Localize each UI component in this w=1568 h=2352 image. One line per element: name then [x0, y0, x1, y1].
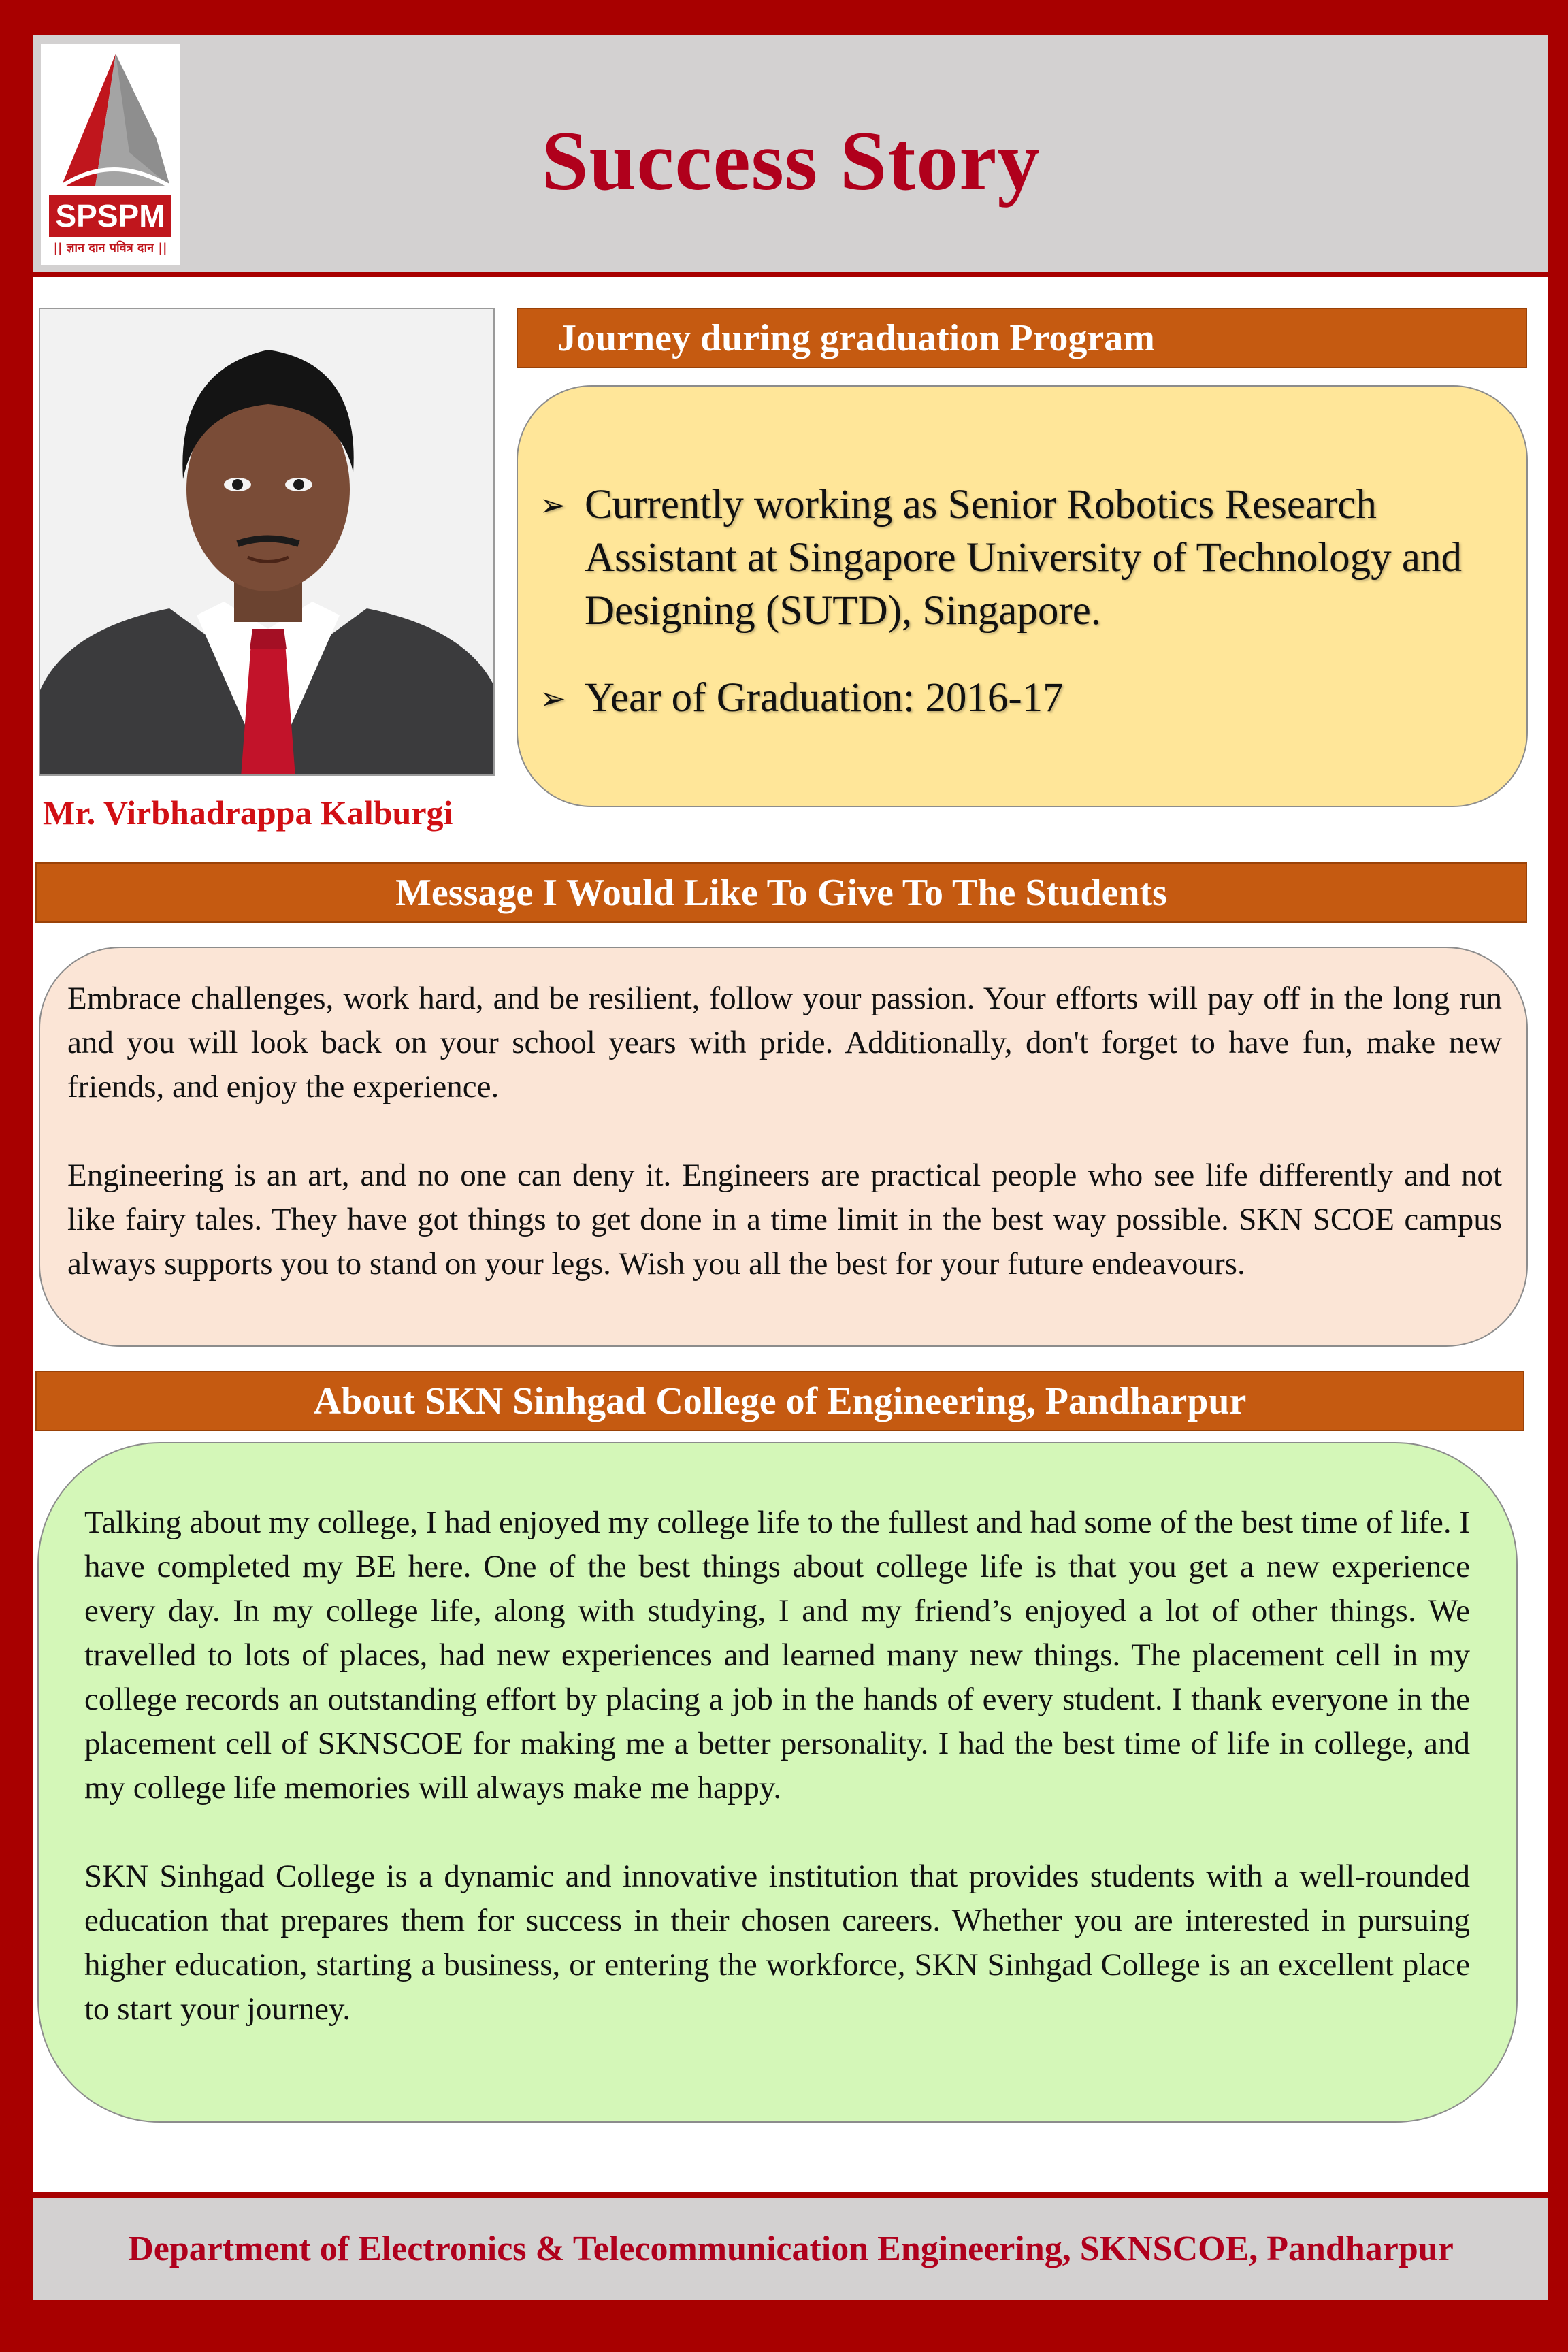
logo-name: SPSPM [49, 195, 172, 237]
list-item [540, 478, 1492, 638]
message-heading: Message I Would Like To Give To The Students [35, 862, 1527, 923]
about-card [37, 1442, 1518, 2123]
header [33, 35, 1548, 277]
journey-item-text: Year of Graduation: 2016-17 [585, 675, 1064, 721]
person-portrait-icon [40, 309, 495, 776]
message-paragraph: Engineering is an art, and no one can deny it. Engineers are practical people who see life differently and not like fairy tales. They have got things to get done in a time limit in the best way possible. SKN SCOE campus always supports you to stand on your legs. Wish you all the best for your future endeavours. [67, 1158, 1502, 1281]
about-heading: About SKN Sinhgad College of Engineering, Pandharpur [35, 1371, 1524, 1431]
about-paragraph: SKN Sinhgad College is a dynamic and innovative institution that provides students with a well-rounded education that prepares them for success in their chosen careers. Whether you are interested in pursuing higher education, starting a business, or entering the workforce, SKN Sinhgad College is an excellent place to start your journey. [84, 1859, 1470, 2027]
arrow-bullet-icon: ➢ [540, 680, 566, 717]
footer: Department of Electronics & Telecommunication Engineering, SKNSCOE, Pandharpur [33, 2192, 1548, 2300]
journey-item-text: Currently working as Senior Robotics Research Assistant at Singapore University of Technology and Designing (SUTD), Singapore. [585, 482, 1462, 634]
poster-body [33, 35, 1548, 2300]
person-name: Mr. Virbhadrappa Kalburgi [43, 794, 453, 832]
arrow-bullet-icon: ➢ [540, 487, 566, 523]
journey-heading: Journey during graduation Program [517, 308, 1527, 368]
page-title: Success Story [541, 114, 1041, 208]
message-paragraph: Embrace challenges, work hard, and be resilient, follow your passion. Your efforts will pay off in the long run and you will look back on your school years with pride. Additionally, don't forget to have fun, make new friends, and enjoy the experience. [67, 981, 1502, 1105]
journey-list [540, 478, 1492, 725]
message-text [67, 977, 1502, 1286]
profile-photo [39, 308, 495, 776]
about-paragraph: Talking about my college, I had enjoyed my college life to the fullest and had some of the best time of life. I have completed my BE here. One of the best things about college life is that you get a new experience every day. In my college life, along with studying, I and my friend’s enjoyed a lot of other things. We travelled to lots of places, had new experiences and learned many new things. The placement cell in my college records an outstanding effort by placing a job in the hands of every student. I thank everyone in the placement cell of SKNSCOE for making me a better personality. I had the best time of life in college, and my college life memories will always make me happy. [84, 1505, 1470, 1806]
about-text [84, 1501, 1470, 2031]
message-card [39, 947, 1528, 1347]
list-item [540, 672, 1492, 725]
journey-card [517, 385, 1528, 807]
logo-tagline: || ज्ञान दान पवित्र दान || [53, 241, 167, 255]
